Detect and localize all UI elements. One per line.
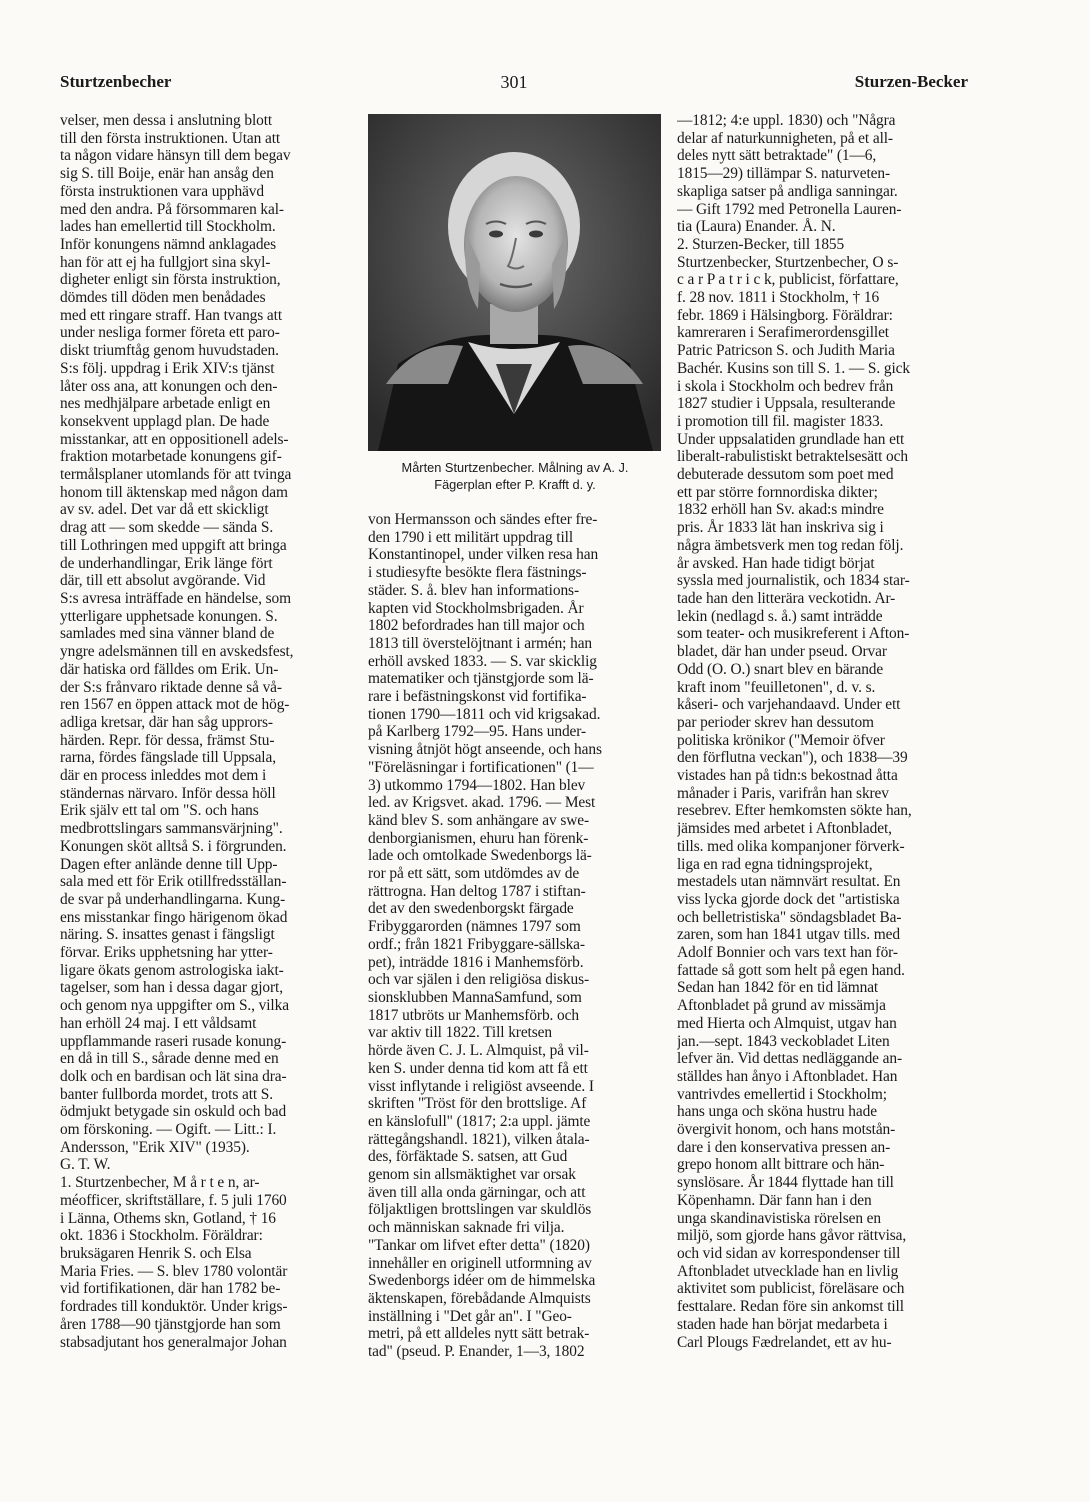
text-column-right: —1812; 4:e uppl. 1830) och "Några delar af naturkunnigheten, på et all- deles nytt sätt betraktade" (1—6, 1815—29) tillämpar S. naturveten- skapliga satser på andliga sanningar. — Gift 1792 med Petronella Lauren- tia (Laura) Enander. Å. N. 2. Sturzen-Becker, till 1855 Sturtzenbecker, Sturtzenbecher, O s- c a r P a t r i c k, publicist, författare, f. 28 nov. 1811 i Stockholm, † 16 febr. 1869 i Hälsingborg. Föräldrar: kamreraren i Serafimerordensgillet Patric Patricson S. och Judith Maria Bachér. Kusins son till S. 1. — S. gick i skola i Stockholm och bedrev från 1827 studier i Uppsala, resulterande i promotion till fil. magister 1833. Under uppsalatiden grundlade han ett liberalt-rabulistiskt betraktelsesätt och debuterade dessutom som poet med ett par större fornnordiska dikter; 1832 erhöll han Sv. akad:s mindre pris. År 1833 lät han inskriva sig i några ämbetsverk men tog redan följ. år avsked. Han hade tidigt börjat syssla med journalistik, och 1834 star- tade han den litterära veckotidn. Ar- lekin (nedlagd s. å.) samt inträdde som teater- och musikreferent i Afton- bladet, där han under pseud. Orvar Odd (O. O.) snart blev en bärande kraft inom "feuilletonen", d. v. s. kåseri- och varjehandaavd. Under ett par perioder skrev han dessutom politiska krönikor ("Memoir öfver den förflutna veckan"), och 1838—39 vistades han på tidn:s bekostnad åtta månader i Paris, varifrån han skrev resebrev. Efter hemkomsten sökte han, jämsides med arbetet i Aftonbladet, tills. med olika kompanjoner förverk- liga en rad egna tidningsprojekt, mestadels utan nämnvärt resultat. En viss lycka gjorde dock det "artistiska och belletristiska" söndagsbladet Ba- zaren, som han 1841 utgav tills. med Adolf Bonnier och vars text han för- fattade så gott som helt på egen hand. Sedan han 1842 för en tid lämnat Aftonbladet på grund av missämja med Hierta och Almquist, utgav han jan.—sept. 1843 veckobladet Liten lefver än. Vid dettas nedläggande an- ställdes han ånyo i Aftonbladet. Han vantrivdes emellertid i Stockholm; hans unga och sköna hustru hade övergivit honom, och hans motstån- dare i den konservativa pressen an- grepo honom allt bittrare och hän- synslösare. År 1844 flyttade han till Köpenhamn. Där fann han i den unga skandinavistiska rörelsen en miljö, som gjorde hans gåvor rättvisa, och vid sidan av korrespondenser till Aftonbladet utvecklade han en livlig aktivitet som publicist, föreläsare och festtalare. Redan före sin ankomst till staden hade han börjat medarbeta i Carl Plougs Fædrelandet, ett av hu- <box>677 112 912 1351</box>
text-column-middle: von Hermansson och sändes efter fre- den 1790 i ett militärt uppdrag till Konstantinopel, under vilken resa han i studiesyfte besökte flera fästnings- städer. S. å. blev han informations- kapten vid Stockholmsbrigaden. År 1802 befordrades han till major och 1813 till överstelöjtnant i armén; han erhöll avsked 1833. — S. var skicklig matematiker och tjänstgjorde som lä- rare i befästningskonst vid fortifika- tionen 1790—1811 och vid krigsakad. på Karlberg 1792—95. Hans under- visning åtnjöt högt anseende, och hans "Föreläsningar i fortificationen" (1— 3) utkommo 1794—1802. Han blev led. av Krigsvet. akad. 1796. — Mest känd blev S. som anhängare av swe- denborgianismen, ehuru han förenk- lade och omtolkade Swedenborgs lä- ror på ett sätt, som utdömdes av de rättrogna. Han deltog 1787 i stiftan- det av den swedenborgskt färgade Fribyggarorden (nämnes 1797 som ordf.; från 1821 Fribyggare-sällska- pet), inträdde 1816 i Manhemsförb. och var själen i den religiösa diskus- sionsklubben MannaSamfund, som 1817 utbröts ur Manhemsförb. och var aktiv till 1822. Till kretsen hörde även C. J. L. Almquist, på vil- ken S. under denna tid kom att få ett visst inflytande i religiöst avseende. I skriften "Tröst för den brottslige. Af en känslofull" (1817; 2:a uppl. jämte rättegångshandl. 1821), vilken åtala- des, förfäktade S. satsen, att Gud genom sin allsmäktighet var orsak även till alla onda gärningar, och att följaktligen brottslingen var skuldlös och människan saknade fri vilja. "Tankar om lifvet efter detta" (1820) innehåller en originell utformning av Swedenborgs idéer om de himmelska äktenskapen, förebådande Almquists inställning i "Det går an". I "Geo- metri, på ett alldeles nytt sätt betrak- tad" (pseud. P. Enander, 1—3, 1802 <box>368 511 602 1361</box>
portrait-drawing <box>368 114 661 451</box>
running-head-right: Sturzen-Becker <box>854 72 968 91</box>
page-header <box>60 72 968 98</box>
text-column-left: velser, men dessa i anslutning blott till den första instruktionen. Utan att ta någon vidare hänsyn till dem begav sig S. till Boije, enär han ansåg den första instruktionen vara upphävd med den andra. På försommaren kal- lades han emellertid till Stockholm. Inför konungens nämnd anklagades han för att ej ha fullgjort sina skyl- digheter enligt sin första instruktion, dömdes till döden men benådades med ett ringare straff. Han tvangs att under nesliga former företa ett paro- diskt triumftåg genom huvudstaden. S:s följ. uppdrag i Erik XIV:s tjänst låter oss ana, att konungen och den- nes medhjälpare arbetade enligt en konsekvent upplagd plan. De hade misstankar, att en oppositionell adels- fraktion motarbetade konungens gif- termålsplaner utomlands för att tvinga honom till äktenskap med någon dam av sv. adel. Det var då ett skickligt drag att — som skedde — sända S. till Lothringen med uppgift att bringa de underhandlingar, Erik länge fört där, till ett absolut avgörande. Vid S:s avresa inträffade en händelse, som ytterligare upphetsade konungen. S. samlades med sina vänner bland de yngre adelsmännen till en avskedsfest, där hatiska ord fälldes om Erik. Un- der S:s frånvaro riktade denne så vå- ren 1567 en öppen attack mot de hög- adliga kretsar, där han såg upprors- härden. Repr. för dessa, främst Stu- rarna, fördes fängslade till Uppsala, där en process inleddes mot dem i ständernas närvaro. Inför dessa höll Erik själv ett tal om "S. och hans medbrottslingars sammansvärjning". Konungen sköt alltså S. i förgrunden. Dagen efter anlände denne till Upp- sala med ett för Erik otillfredsställan- de svar på underhandlingarna. Kung- ens misstankar fingo härigenom ökad näring. S. insattes genast i fängsligt förvar. Eriks upphetsning har ytter- ligare ökats genom astrologiska iakt- tagelser, som han i dessa dagar gjort, och genom nya uppgifter om S., vilka han erhöll 24 maj. I ett våldsamt uppflammande raseri rusade konung- en då in till S., sårade denne med en dolk och en bardisan och lät sina dra- banter fullborda mordet, trots att S. ödmjukt betygade sin oskuld och bad om förskoning. — Ogift. — Litt.: I. Andersson, "Erik XIV" (1935). G. T. W. 1. Sturtzenbecher, M å r t e n, ar- méofficer, skriftställare, f. 5 juli 1760 i Länna, Othems skn, Gotland, † 16 okt. 1836 i Stockholm. Föräldrar: bruksägaren Henrik S. och Elsa Maria Fries. — S. blev 1780 volontär vid fortifikationen, där han 1782 be- fordrades till konduktör. Under krigs- åren 1788—90 tjänstgjorde han som stabsadjutant hos generalmajor Johan <box>60 112 294 1351</box>
page-number: 301 <box>500 72 528 92</box>
portrait-image <box>368 114 661 451</box>
portrait-caption: Mårten Sturtzenbecher. Målning av A. J. Fägerplan efter P. Krafft d. y. <box>401 460 629 492</box>
running-head-left: Sturtzenbecher <box>60 72 172 91</box>
